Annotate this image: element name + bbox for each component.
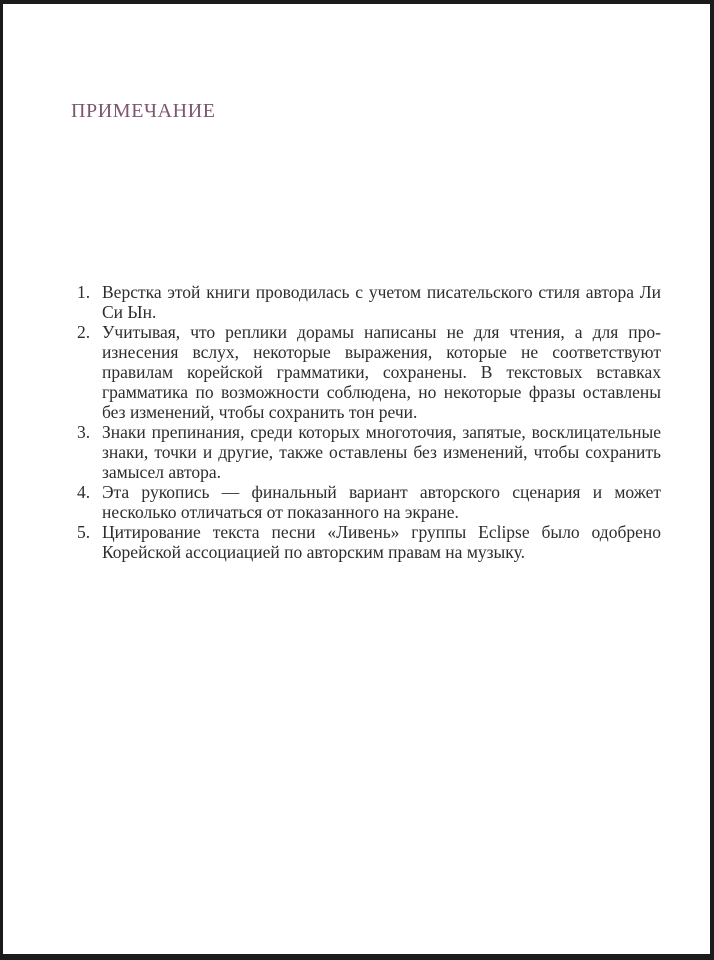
note-item [77, 282, 661, 322]
note-item [77, 322, 661, 422]
note-text: Верстка этой книги проводилась с учетом писательского стиля автора Ли Си Ын. [102, 282, 661, 322]
page-title: ПРИМЕЧАНИЕ [71, 100, 216, 122]
note-number: 4. [77, 482, 91, 502]
note-number: 3. [77, 422, 91, 442]
notes-list [77, 282, 661, 562]
note-text: Знаки препинания, среди которых многоточия, запятые, восклицательные знаки, точки и другие, также оставлены без изменений, чтобы сохранить замысел автора. [102, 422, 661, 482]
note-item [77, 482, 661, 522]
note-item [77, 522, 661, 562]
note-text: Эта рукопись — финальный вариант авторского сценария и может несколько отличаться от показанного на экране. [102, 482, 661, 522]
note-item [77, 422, 661, 482]
note-text: Учитывая, что реплики дорамы написаны не для чтения, а для произнесения вслух, некоторые выражения, которые не соответствуют правилам корейской грамматики, сохранены. В текстовых вставках грамматика по возможности соблюдена, но некоторые фразы оставлены без изменений, чтобы сохранить тон речи. [102, 322, 661, 422]
note-text: Цитирование текста песни «Ливень» группы Eclipse было одобрено Корейской ассоциацией по авторским правам на музыку. [102, 522, 661, 562]
note-number: 5. [77, 522, 91, 542]
note-number: 1. [77, 282, 91, 302]
note-number: 2. [77, 322, 91, 342]
